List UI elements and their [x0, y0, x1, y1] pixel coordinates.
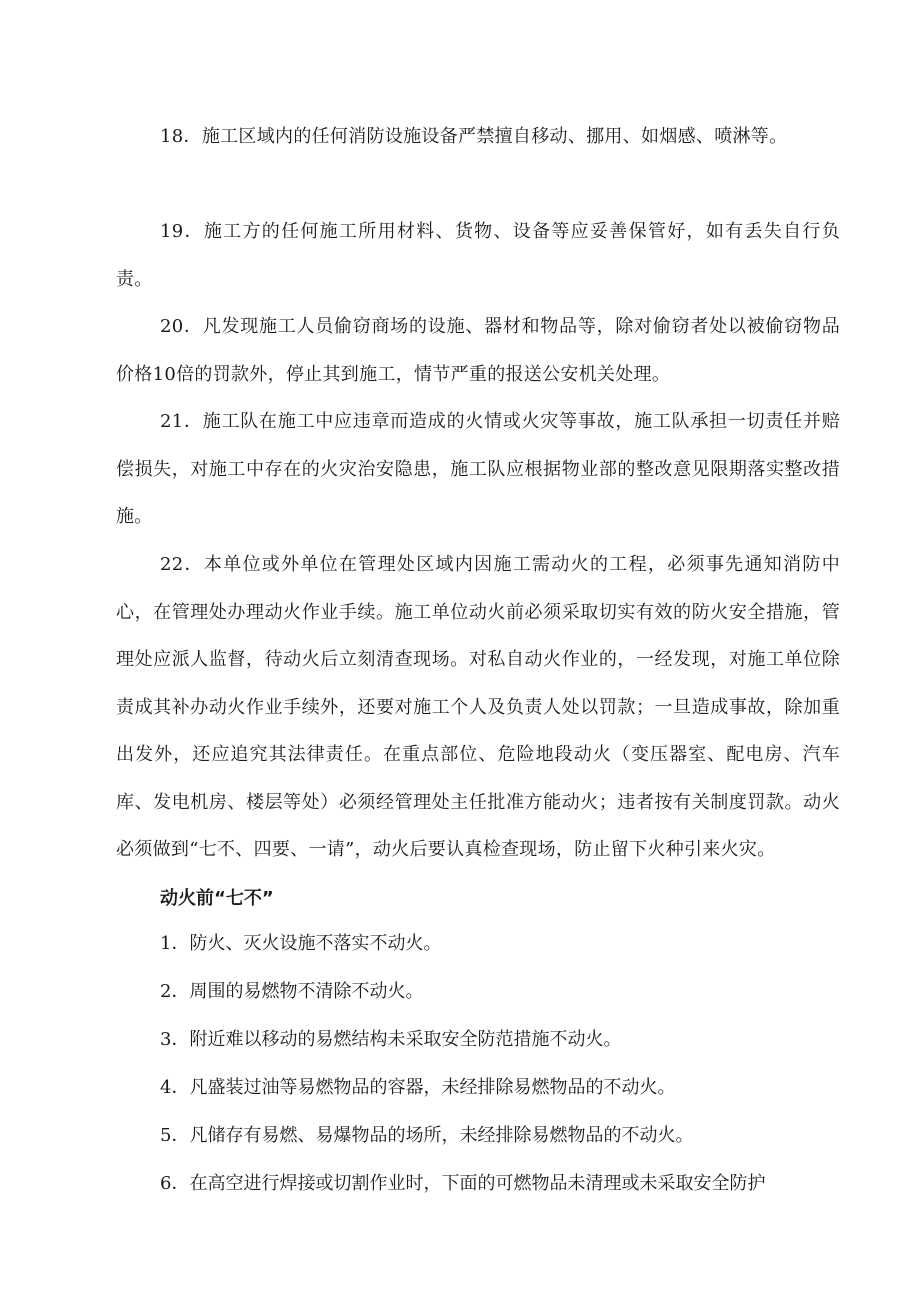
paragraph-18 — [116, 113, 840, 161]
paragraph-19 — [116, 208, 840, 303]
item-number: 6 — [160, 1173, 172, 1194]
paragraph-text: ．施工区域内的任何消防设施设备严禁擅自移动、挪用、如烟感、喷淋等。 — [183, 126, 788, 147]
paragraph-text: ．施工方的任何施工所用材料、货物、设备等应妥善保管好，如有丢失自行负责。 — [116, 221, 840, 290]
item-text: ．周围的易燃物不清除不动火。 — [171, 981, 424, 1002]
paragraph-number: 18 — [160, 126, 184, 147]
list-item-4 — [160, 1064, 840, 1112]
item-text: ．在高空进行焊接或切割作业时，下面的可燃物品未清理或未采取安全防护 — [171, 1173, 766, 1194]
list-item-2 — [160, 968, 840, 1016]
section-heading: 动火前“七不” — [160, 888, 274, 909]
paragraph-21 — [116, 398, 840, 541]
item-number: 2 — [160, 981, 172, 1002]
paragraph-number: 22 — [160, 554, 184, 575]
paragraph-text: ．凡发现施工人员偷窃商场的设施、器材和物品等，除对偷窃者处以被偷窃物品价格10倍的罚款外，停止其到施工，情节严重的报送公安机关处理。 — [116, 316, 840, 385]
item-text: ．附近难以移动的易燃结构未采取安全防范措施不动火。 — [171, 1029, 622, 1050]
list-item-3 — [160, 1016, 840, 1064]
item-number: 1 — [160, 933, 172, 954]
item-number: 3 — [160, 1029, 172, 1050]
item-text: ．防火、灭火设施不落实不动火。 — [171, 933, 442, 954]
paragraph-22 — [116, 541, 840, 874]
paragraph-number: 21 — [160, 411, 184, 432]
item-number: 4 — [160, 1077, 172, 1098]
paragraph-text: ．施工队在施工中应违章而造成的火情或火灾等事故，施工队承担一切责任并赔偿损失，对施工中存在的火灾治安隐患，施工队应根据物业部的整改意见限期落实整改措施。 — [116, 411, 840, 527]
list-item-5 — [160, 1112, 840, 1160]
paragraph-number: 19 — [160, 221, 184, 242]
item-number: 5 — [160, 1125, 172, 1146]
item-text: ．凡盛装过油等易燃物品的容器，未经排除易燃物品的不动火。 — [171, 1077, 676, 1098]
paragraph-number: 20 — [160, 316, 184, 337]
list-item-6 — [160, 1160, 840, 1208]
list-item-1 — [160, 920, 840, 968]
paragraph-20 — [116, 303, 840, 398]
item-text: ．凡储存有易燃、易爆物品的场所，未经排除易燃物品的不动火。 — [171, 1125, 694, 1146]
paragraph-text: ．本单位或外单位在管理处区域内因施工需动火的工程，必须事先通知消防中心，在管理处办理动火作业手续。施工单位动火前必须采取切实有效的防火安全措施，管理处应派人监督，待动火后立刻清查现场。对私自动火作业的，一经发现，对施工单位除责成其补办动火作业手续外，还要对施工个人及负责人处以罚款；一旦造成事故，除加重出发外，还应追究其法律责任。在重点部位、危险地段动火（变压器室、配电房、汽车库、发电机房、楼层等处）必须经管理处主任批准方能动火；违者按有关制度罚款。动火必须做到“七不、四要、一请”，动火后要认真检查现场，防止留下火种引来火灾。 — [116, 554, 840, 860]
